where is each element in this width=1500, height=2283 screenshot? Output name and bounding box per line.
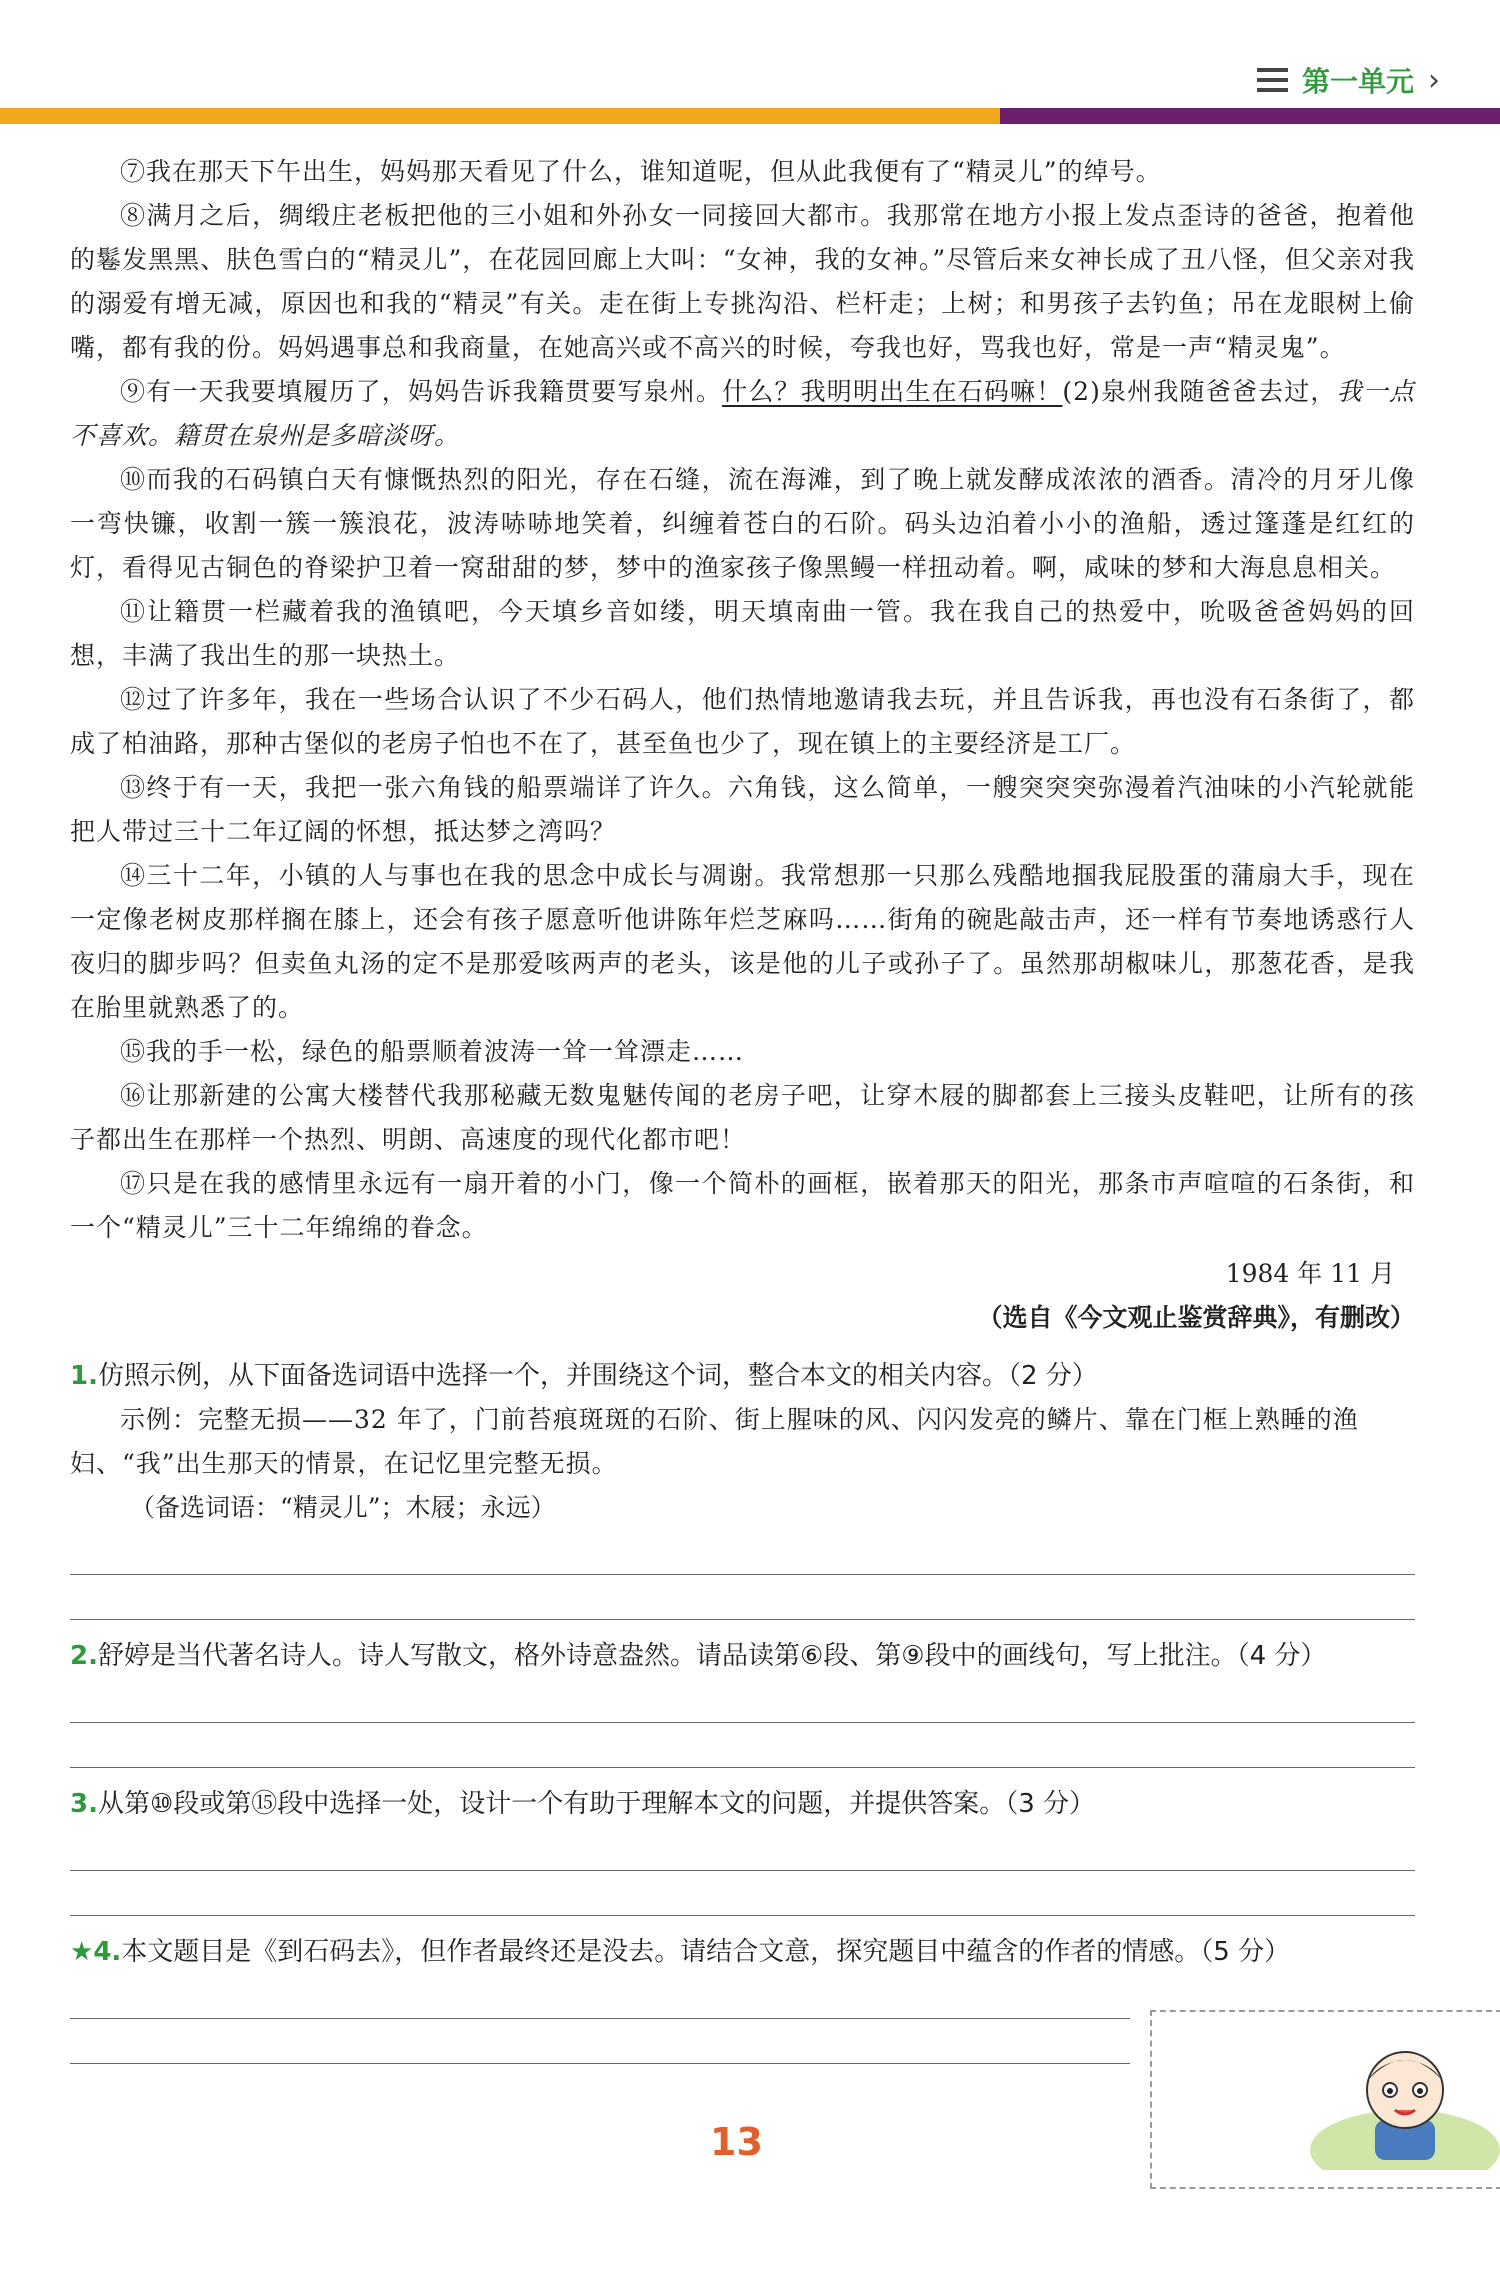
list-icon[interactable]: [1258, 68, 1288, 92]
underlined-sentence: 什么？我明明出生在石码嘛！: [722, 377, 1063, 406]
unit-title[interactable]: 第一单元: [1301, 65, 1414, 98]
answer-line[interactable]: [70, 1678, 1415, 1723]
paragraph-17: ⑰只是在我的感情里永远有一扇开着的小门，像一个简朴的画框，嵌着那天的阳光，那条市声喧喧的石条街，和一个“精灵儿”三十二年绵绵的眷念。: [70, 1169, 1415, 1242]
paragraph-12: ⑫过了许多年，我在一些场合认识了不少石码人，他们热情地邀请我去玩，并且告诉我，再也没有石条街了，都成了柏油路，那种古堡似的老房子怕也不在了，甚至鱼也少了，现在镇上的主要经济是工厂。: [70, 685, 1415, 758]
paragraph-13: ⑬终于有一天，我把一张六角钱的船票端详了许久。六角钱，这么简单，一艘突突突弥漫着汽油味的小汽轮就能把人带过三十二年辽阔的怀想，抵达梦之湾吗？: [70, 773, 1415, 846]
unit-nav[interactable]: [1258, 60, 1440, 100]
star-icon: ★: [70, 1937, 94, 1967]
question-1-note: （备选词语：“精灵儿”；木屐；永远）: [130, 1493, 556, 1522]
question-1-example: 示例：完整无损——32 年了，门前苔痕斑斑的石阶、街上腥味的风、闪闪发亮的鳞片、靠在门框上熟睡的渔妇、“我”出生那天的情景，在记忆里完整无损。: [70, 1405, 1359, 1478]
answer-line[interactable]: [70, 1575, 1415, 1620]
page-number: 13: [710, 2120, 763, 2164]
mascot-illustration: [1310, 2030, 1500, 2170]
para9-pre: ⑨有一天我要填履历了，妈妈告诉我籍贯要写泉州。: [120, 377, 723, 406]
answer-line[interactable]: [70, 1826, 1415, 1871]
question-1: 1.仿照示例，从下面备选词语中选择一个，并围绕这个词，整合本文的相关内容。（2 分）: [70, 1361, 1098, 1391]
header-band-orange: [0, 108, 1000, 124]
paragraph-7: ⑦我在那天下午出生，妈妈那天看见了什么，谁知道呢，但从此我便有了“精灵儿”的绰号。: [120, 157, 1162, 186]
header-band-purple: [1000, 108, 1500, 124]
paragraph-8: ⑧满月之后，绸缎庄老板把他的三小姐和外孙女一同接回大都市。我那常在地方小报上发点歪诗的爸爸，抱着他的鬈发黑黑、肤色雪白的“精灵儿”，在花园回廊上大叫：“女神，我的女神。”尽管后来女神长成了丑八怪，但父亲对我的溺爱有增无减，原因也和我的“精灵”有关。走在街上专挑沟沿、栏杆走；上树；和男孩子去钓鱼；吊在龙眼树上偷嘴，都有我的份。妈妈遇事总和我商量，在她高兴或不高兴的时候，夸我也好，骂我也好，常是一声“精灵鬼”。: [70, 201, 1415, 362]
article-date: 1984 年 11 月: [1225, 1259, 1395, 1288]
article: [70, 150, 1415, 2064]
answer-line[interactable]: [70, 1723, 1415, 1768]
page-header: [0, 0, 1500, 130]
paragraph-11: ⑪让籍贯一栏藏着我的渔镇吧，今天填乡音如缕，明天填南曲一管。我在我自己的热爱中，吮吸爸爸妈妈的回想，丰满了我出生的那一块热土。: [70, 597, 1415, 670]
paragraph-15: ⑮我的手一松，绿色的船票顺着波涛一耸一耸漂走……: [120, 1037, 745, 1066]
answer-line[interactable]: [70, 2019, 1130, 2064]
para9-italic: 我一点不喜欢。籍贯在泉州是多暗淡呀。: [70, 377, 1415, 450]
answer-line[interactable]: [70, 1871, 1415, 1916]
article-source: （选自《今文观止鉴赏辞典》，有删改）: [977, 1303, 1415, 1332]
answer-line[interactable]: [70, 1530, 1415, 1575]
paragraph-14: ⑭三十二年，小镇的人与事也在我的思念中成长与凋谢。我常想那一只那么残酷地掴我屁股蛋的蒲扇大手，现在一定像老树皮那样搁在膝上，还会有孩子愿意听他讲陈年烂芝麻吗……街角的碗匙敲击声，还一样有节奏地诱惑行人夜归的脚步吗？但卖鱼丸汤的定不是那爱咳两声的老头，该是他的儿子或孙子了。虽然那胡椒味儿，那葱花香，是我在胎里就熟悉了的。: [70, 861, 1415, 1022]
paragraph-9: [70, 370, 1415, 458]
question-2: 2.舒婷是当代著名诗人。诗人写散文，格外诗意盎然。请品读第⑥段、第⑨段中的画线句，写上批注。（4 分）: [70, 1641, 1327, 1671]
chevron-right-icon[interactable]: ›: [1428, 62, 1440, 98]
answer-line[interactable]: [70, 1974, 1130, 2019]
question-3: 3.从第⑩段或第⑮段中选择一处，设计一个有助于理解本文的问题，并提供答案。（3 分）: [70, 1789, 1096, 1819]
paragraph-16: ⑯让那新建的公寓大楼替代我那秘藏无数鬼魅传闻的老房子吧，让穿木屐的脚都套上三接头皮鞋吧，让所有的孩子都出生在那样一个热烈、明朗、高速度的现代化都市吧！: [70, 1081, 1415, 1154]
paragraph-10: ⑩而我的石码镇白天有慷慨热烈的阳光，存在石缝，流在海滩，到了晚上就发酵成浓浓的酒香。清冷的月牙儿像一弯快镰，收割一簇一簇浪花，波涛哧哧地笑着，纠缠着苍白的石阶。码头边泊着小小的渔船，透过篷蓬是红红的灯，看得见古铜色的脊梁护卫着一窝甜甜的梦，梦中的渔家孩子像黑鳗一样扭动着。啊，咸味的梦和大海息息相关。: [70, 465, 1415, 582]
para9-mid: (2)泉州我随爸爸去过，: [1062, 377, 1337, 406]
question-4: ★4.本文题目是《到石码去》，但作者最终还是没去。请结合文意，探究题目中蕴含的作者的情感。（5 分）: [70, 1937, 1291, 1967]
